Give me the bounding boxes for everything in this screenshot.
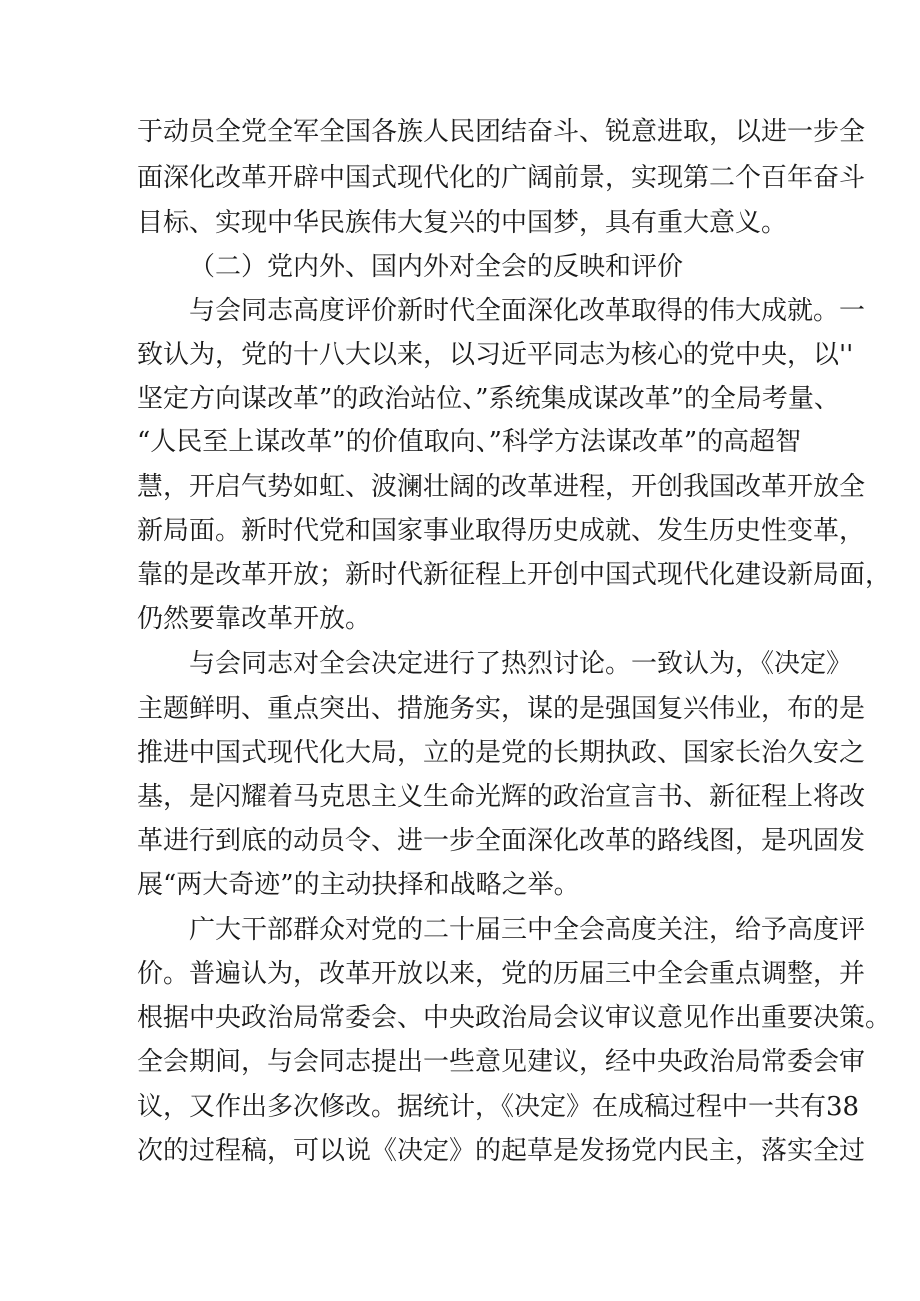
paragraph-first-line: 与会同志对全会决定进行了热烈讨论。一致认为，《决定》	[189, 649, 853, 679]
text-line: 议，又作出多次修改。据统计，《决定》在成稿过程中一共有38	[137, 1092, 860, 1122]
text-line: 基，是闪耀着马克思主义生命光辉的政治宣言书、新征程上将改	[137, 782, 866, 812]
text-line: 根据中央政治局常委会、中央政治局会议审议意见作出重要决策。	[137, 1003, 892, 1033]
text-line: 推进中国式现代化大局，立的是党的长期执政、国家长治久安之	[137, 738, 866, 768]
text-line: “人民至上谋改革”的价值取向、”科学方法谋改革”的高超智	[137, 427, 802, 457]
text-line: 主题鲜明、重点突出、措施务实，谋的是强国复兴伟业，布的是	[137, 694, 866, 724]
text-line: 面深化改革开辟中国式现代化的广阔前景，实现第二个百年奋斗	[137, 163, 866, 193]
text-line: 价。普遍认为，改革开放以来，党的历届三中全会重点调整，并	[137, 959, 866, 989]
text-line: 目标、实现中华民族伟大复兴的中国梦，具有重大意义。	[137, 208, 788, 238]
text-line: 于动员全党全军全国各族人民团结奋斗、锐意进取，以进一步全	[137, 117, 866, 147]
text-line: 坚定方向谋改革”的政治站位、”系统集成谋改革”的全局考量、	[137, 384, 840, 414]
text-line: 展“两大奇迹”的主动抉择和战略之举。	[137, 870, 580, 900]
text-line: 靠的是改革开放；新时代新征程上开创中国式现代化建设新局面，	[137, 560, 892, 590]
text-line: 次的过程稿，可以说《决定》的起草是发扬党内民主，落实全过	[137, 1136, 866, 1166]
text-line: 全会期间，与会同志提出一些意见建议，经中央政治局常委会审	[137, 1047, 866, 1077]
section-heading: （二）党内外、国内外对全会的反映和评价	[189, 252, 684, 282]
text-line: 革进行到底的动员令、进一步全面深化改革的路线图，是巩固发	[137, 826, 866, 856]
text-line: 新局面。新时代党和国家事业取得历史成就、发生历史性变革，	[137, 516, 866, 546]
text-line: 致认为，党的十八大以来，以习近平同志为核心的党中央，以''	[137, 340, 854, 370]
text-line: 仍然要靠改革开放。	[137, 604, 372, 634]
paragraph-first-line: 广大干部群众对党的二十届三中全会高度关注，给予高度评	[189, 915, 866, 945]
text-line: 慧，开启气势如虹、波澜壮阔的改革进程，开创我国改革开放全	[137, 472, 866, 502]
paragraph-first-line: 与会同志高度评价新时代全面深化改革取得的伟大成就。一	[189, 296, 866, 326]
